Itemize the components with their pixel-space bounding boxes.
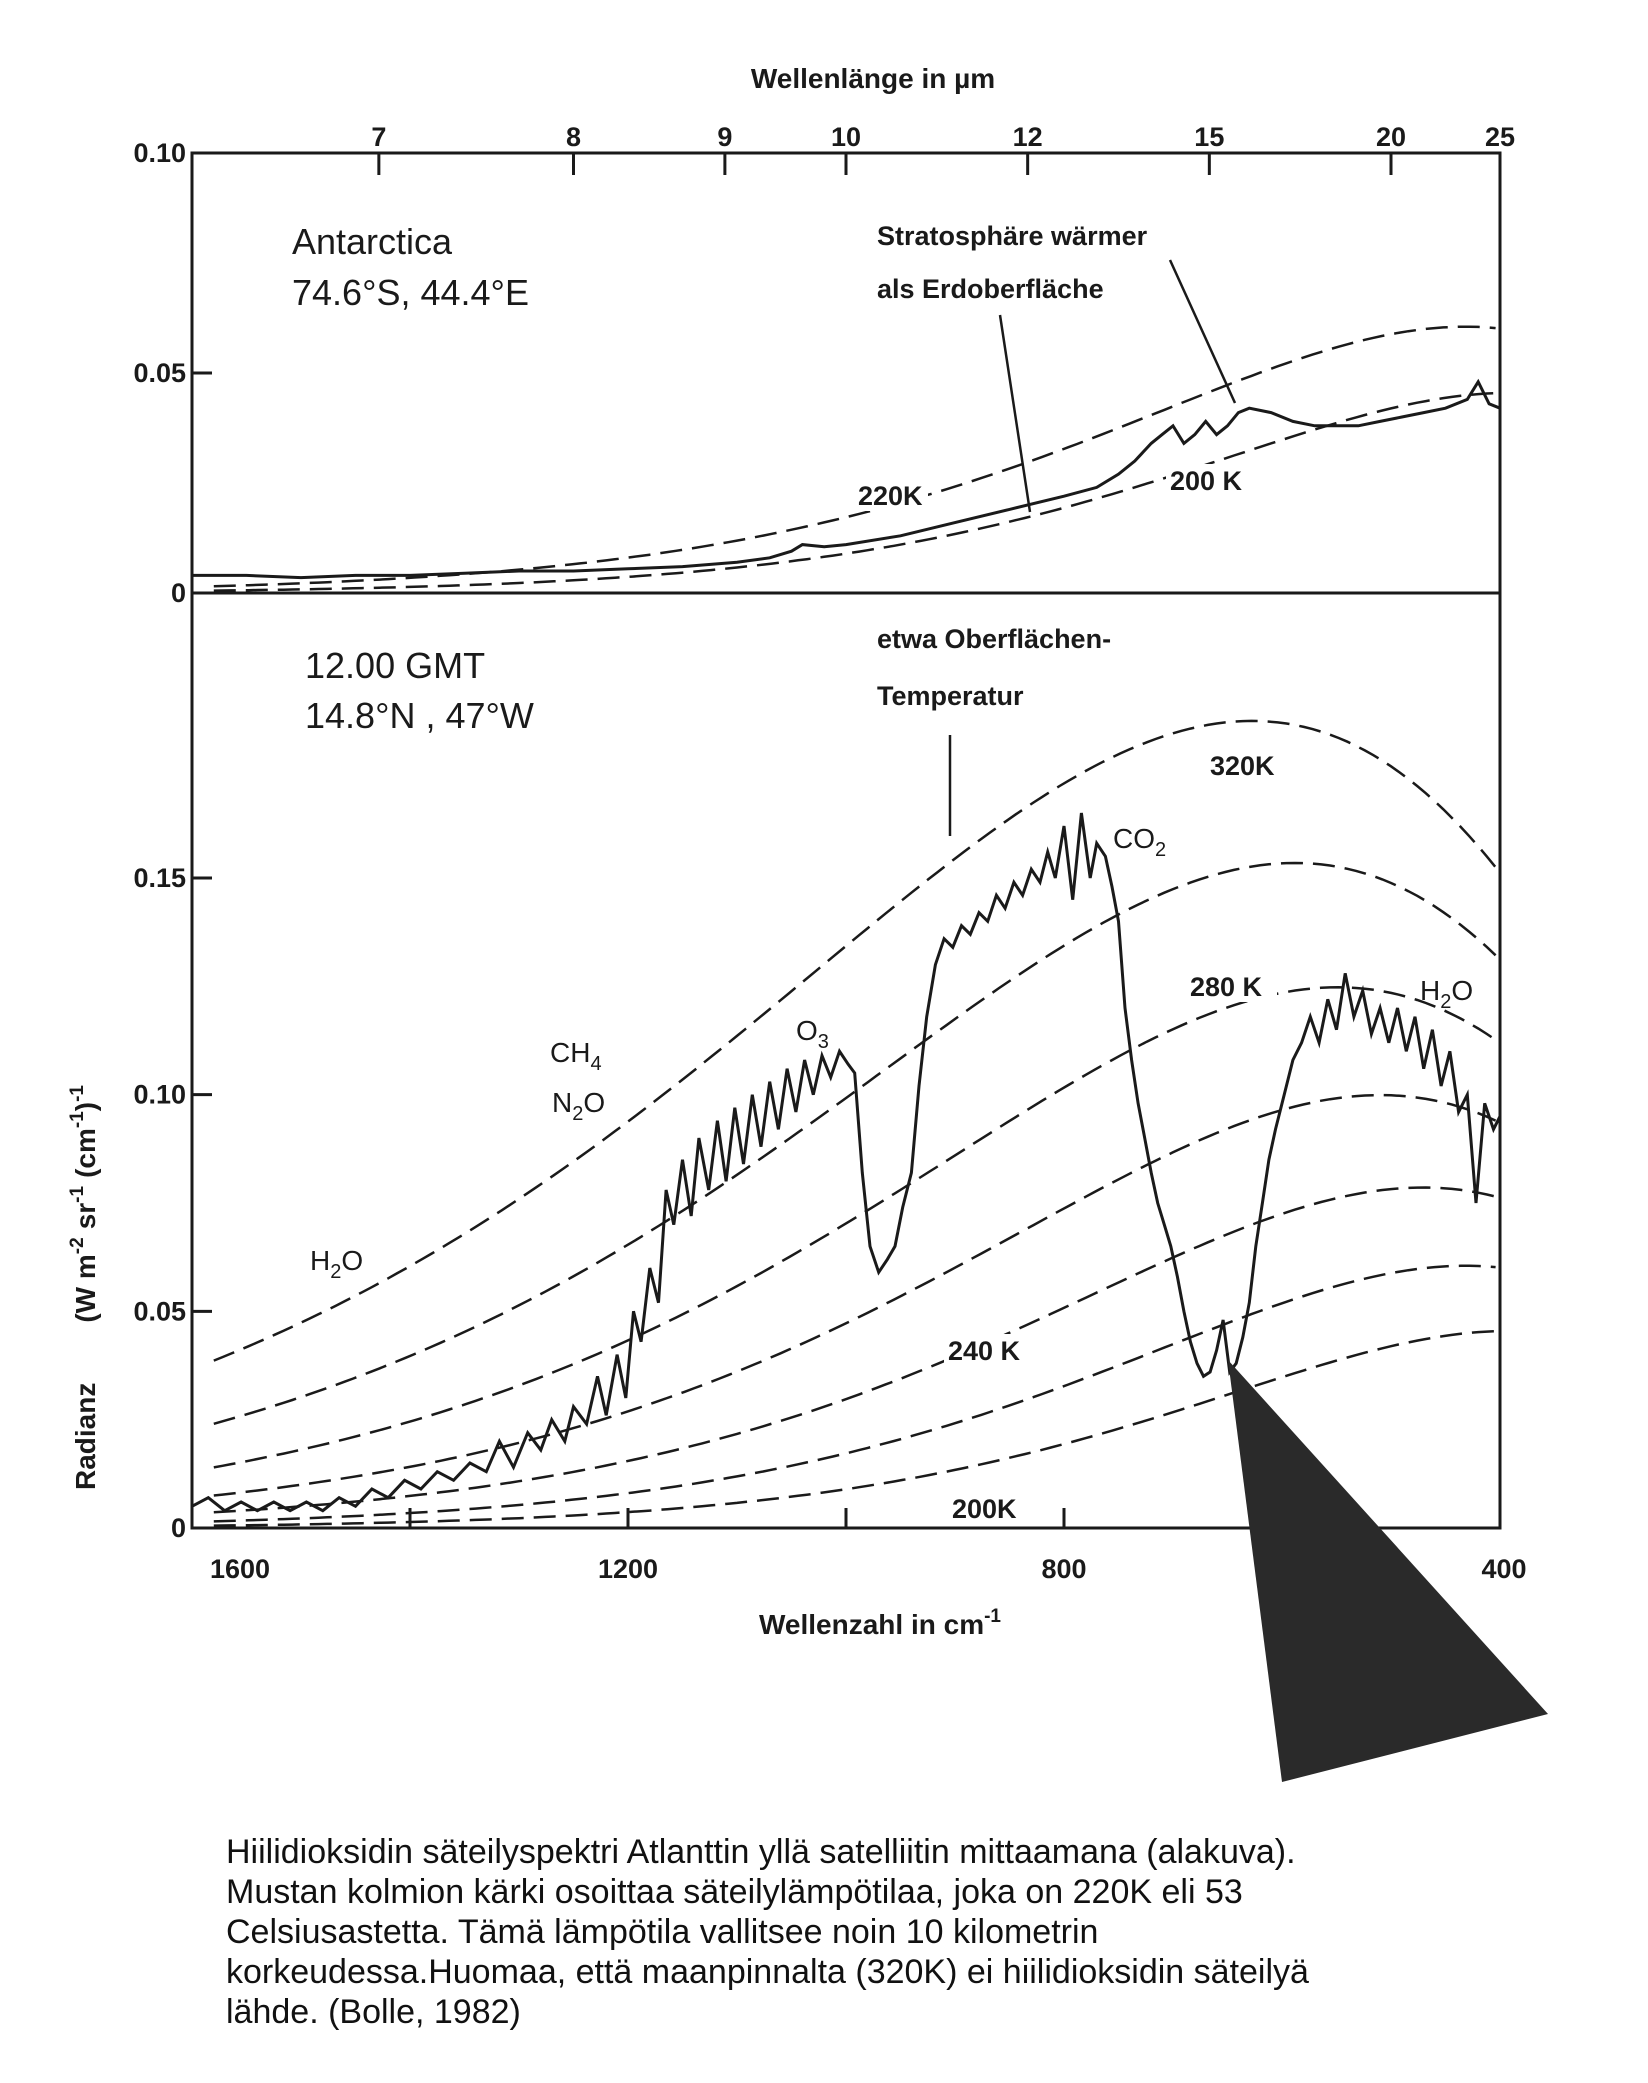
reference-curve-label: 200 K	[1170, 466, 1243, 496]
bottom-y-ticks	[133, 863, 212, 1543]
bottom-x-axis-title: Wellenzahl in $cm^{-1}$	[759, 1606, 1001, 1640]
bottom-annotation-line-1: etwa Oberflächen-	[877, 624, 1112, 654]
reference-curve-label: 200K	[952, 1494, 1017, 1524]
bottom-x-tick-label: 400	[1481, 1554, 1527, 1584]
bottom-y-tick-label: 0.10	[133, 1079, 186, 1110]
top-y-ticks	[133, 138, 212, 608]
bottom-measured-spectrum	[192, 813, 1500, 1511]
reference-curve-label: 220K	[858, 481, 923, 511]
top-annotation-pointer-2	[1170, 260, 1235, 403]
top-annotation-pointer-1	[1000, 315, 1030, 512]
top-reference-curve	[214, 327, 1496, 587]
bottom-x-tick-label: 1600	[209, 1554, 271, 1584]
top-reference-curves	[214, 327, 1496, 591]
top-x-tick-label: 12	[1012, 122, 1043, 152]
top-x-tick-label: 15	[1194, 122, 1225, 152]
top-measured-spectrum	[192, 382, 1500, 578]
top-location-line-1: Antarctica	[292, 221, 453, 262]
reference-curve-label: 280 K	[1190, 972, 1263, 1002]
top-y-tick-label: 0	[170, 578, 186, 608]
top-x-tick-label: 9	[717, 122, 733, 152]
bottom-reference-curves	[214, 721, 1496, 1526]
reference-curve-label: 320K	[1210, 751, 1275, 781]
figure-caption	[226, 1832, 1566, 2032]
caption-line: Hiilidioksidin säteilyspektri Atlanttin yllä satelliitin mittaamana (alakuva).	[226, 1833, 1296, 1871]
gas-label-co2: $CO_2$	[1113, 823, 1167, 861]
top-x-tick-label: 10	[830, 122, 862, 152]
top-annotation-line-2: als Erdoberfläche	[877, 274, 1104, 304]
top-x-tick-label: 7	[371, 122, 387, 152]
top-plot-frame	[192, 153, 1500, 593]
top-x-axis-title: Wellenlänge in µm	[750, 63, 996, 94]
top-y-tick-label: 0.10	[133, 138, 186, 168]
top-location-line-2: 74.6°S, 44.4°E	[292, 272, 529, 313]
top-x-tick-label: 25	[1484, 122, 1516, 152]
bottom-x-tick-label: 800	[1041, 1554, 1087, 1584]
caption-line: lähde. (Bolle, 1982)	[226, 1993, 521, 2031]
gas-label-h2o-left: $H_2O$	[310, 1245, 364, 1283]
bottom-y-tick-label: 0.15	[133, 863, 186, 894]
gas-label-n2o: $N_2O$	[552, 1087, 606, 1125]
top-y-tick-label: 0.05	[133, 358, 186, 388]
caption-line: Mustan kolmion kärki osoittaa säteilylämpötilaa, joka on 220K eli 53	[226, 1873, 1243, 1911]
top-annotation-line-1: Stratosphäre wärmer	[877, 221, 1148, 251]
caption-line: Celsiusastetta. Tämä lämpötila vallitsee noin 10 kilometrin	[226, 1913, 1099, 1951]
gas-label-h2o-right: $H_2O$	[1420, 975, 1474, 1013]
bottom-y-tick-label: 0.05	[133, 1296, 186, 1327]
bottom-location-line-2: 14.8°N , 47°W	[305, 695, 534, 736]
top-x-tick-label: 8	[565, 122, 582, 152]
caption-line: korkeudessa.Huomaa, että maanpinnalta (320K) ei hiilidioksidin säteilyä	[226, 1953, 1309, 1991]
bottom-annotation-line-2: Temperatur	[877, 681, 1024, 711]
bottom-y-axis-title: Radianz(W $m^{-2}sr^{-1}(cm^{-1})^{-1}$	[67, 1084, 101, 1490]
gas-label-ch4: $CH_4$	[550, 1037, 602, 1075]
bottom-x-tick-label: 1200	[597, 1554, 659, 1584]
top-wavelength-ticks	[371, 122, 1515, 175]
bottom-y-tick-label: 0	[170, 1513, 186, 1543]
gas-label-o3: $O_3$	[796, 1015, 829, 1053]
top-x-tick-label: 20	[1375, 122, 1407, 152]
reference-curve-label: 240 K	[948, 1336, 1021, 1366]
top-panel-antarctica	[133, 63, 1515, 608]
bottom-reference-curve	[214, 863, 1496, 1424]
bottom-location-line-1: 12.00 GMT	[305, 645, 486, 686]
